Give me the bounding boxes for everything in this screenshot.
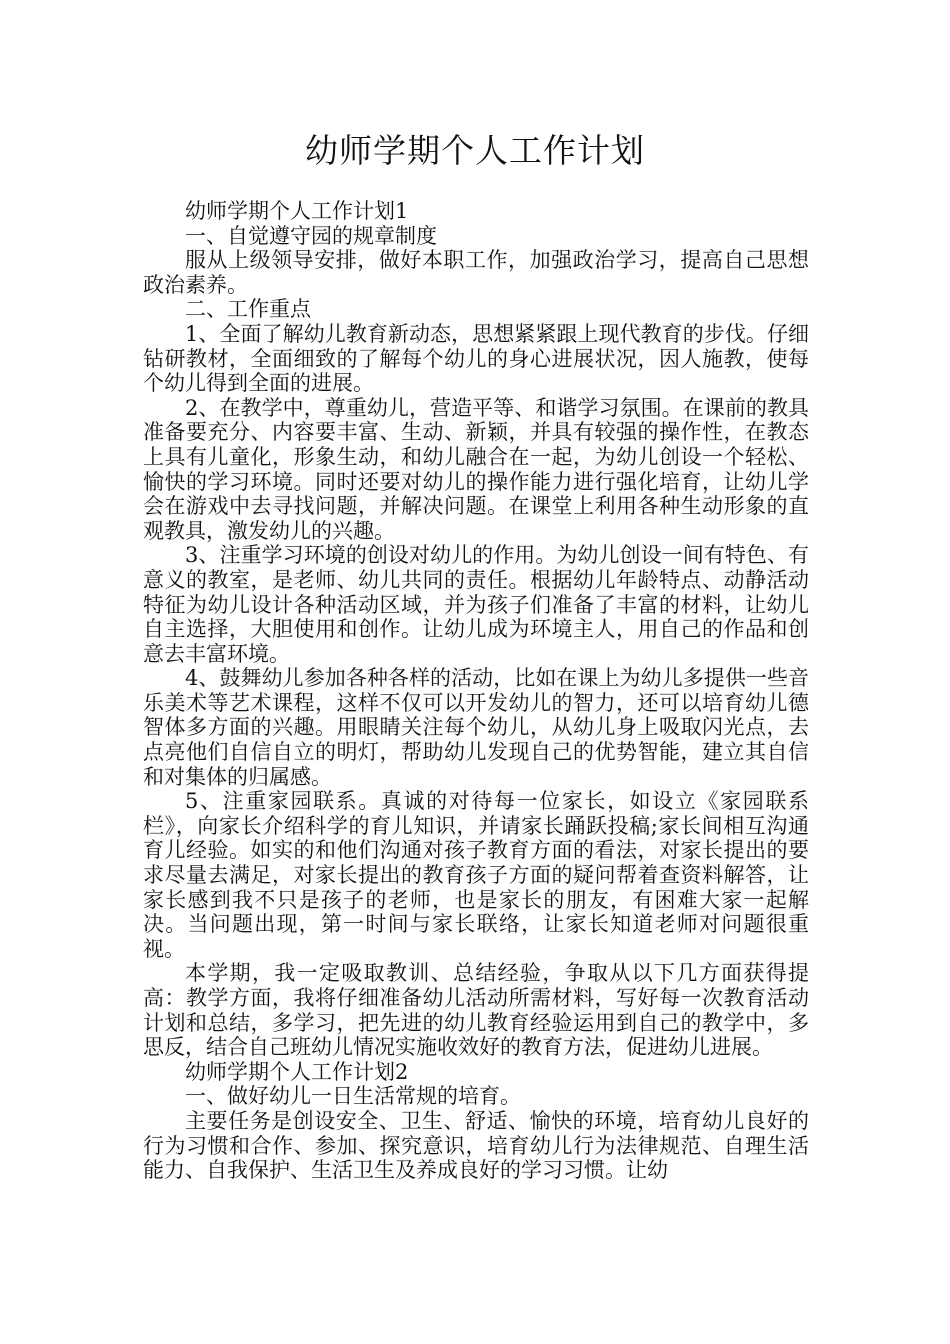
- paragraph: 3、注重学习环境的创设对幼儿的作用。为幼儿创设一间有特色、有意义的教室，是老师、幼儿共同的责任。根据幼儿年龄特点、动静活动特征为幼儿设计各种活动区域，并为孩子们准备了丰富的材料，让幼儿自主选择，大胆使用和创作。让幼儿成为环境主人，用自己的作品和创意去丰富环境。: [143, 543, 809, 666]
- paragraph: 5、注重家园联系。真诚的对待每一位家长，如设立《家园联系栏》，向家长介绍科学的育儿知识，并请家长踊跃投稿;家长间相互沟通育儿经验。如实的和他们沟通对孩子教育方面的看法，对家长提出的要求尽量去满足，对家长提出的教育孩子方面的疑问帮着查资料解答，让家长感到我不只是孩子的老师，也是家长的朋友，有困难大家一起解决。当问题出现，第一时间与家长联络，让家长知道老师对问题很重视。: [143, 789, 809, 961]
- paragraph: 1、全面了解幼儿教育新动态，思想紧紧跟上现代教育的步伐。仔细钻研教材，全面细致的了解每个幼儿的身心进展状况，因人施教，使每个幼儿得到全面的进展。: [143, 321, 809, 396]
- paragraph: 服从上级领导安排，做好本职工作，加强政治学习，提高自己思想政治素养。: [143, 248, 809, 297]
- section-heading-plan-1: 幼师学期个人工作计划1: [185, 199, 409, 223]
- subheading-work-focus: 二、工作重点: [185, 297, 311, 322]
- subheading-rules: 一、自觉遵守园的规章制度: [185, 223, 437, 248]
- subheading-daily-routine: 一、做好幼儿一日生活常规的培育。: [185, 1084, 521, 1109]
- document-title: 幼师学期个人工作计划: [305, 131, 645, 170]
- paragraph: 主要任务是创设安全、卫生、舒适、愉快的环境，培育幼儿良好的行为习惯和合作、参加、探究意识，培育幼儿行为法律规范、自理生活能力、自我保护、生活卫生及养成良好的学习习惯。让幼: [143, 1108, 809, 1183]
- document-body: [143, 199, 809, 1183]
- paragraph: 4、鼓舞幼儿参加各种各样的活动，比如在课上为幼儿多提供一些音乐美术等艺术课程，这样不仅可以开发幼儿的智力，还可以培育幼儿德智体多方面的兴趣。用眼睛关注每个幼儿，从幼儿身上吸取闪光点，去点亮他们自信自立的明灯，帮助幼儿发现自己的优势智能，建立其自信和对集体的归属感。: [143, 666, 809, 789]
- section-heading-plan-2: 幼师学期个人工作计划2: [185, 1059, 409, 1084]
- paragraph: 本学期，我一定吸取教训、总结经验，争取从以下几方面获得提高：教学方面，我将仔细准备幼儿活动所需材料，写好每一次教育活动计划和总结，多学习，把先进的幼儿教育经验运用到自己的教学中，多思反，结合自己班幼儿情况实施收效好的教育方法，促进幼儿进展。: [143, 961, 809, 1060]
- paragraph: 2、在教学中，尊重幼儿，营造平等、和谐学习氛围。在课前的教具准备要充分、内容要丰富、生动、新颖，并具有较强的操作性，在教态上具有儿童化，形象生动，和幼儿融合在一起，为幼儿创设一个轻松、愉快的学习环境。同时还要对幼儿的操作能力进行强化培育，让幼儿学会在游戏中去寻找问题，并解决问题。在课堂上利用各种生动形象的直观教具，激发幼儿的兴趣。: [143, 395, 809, 543]
